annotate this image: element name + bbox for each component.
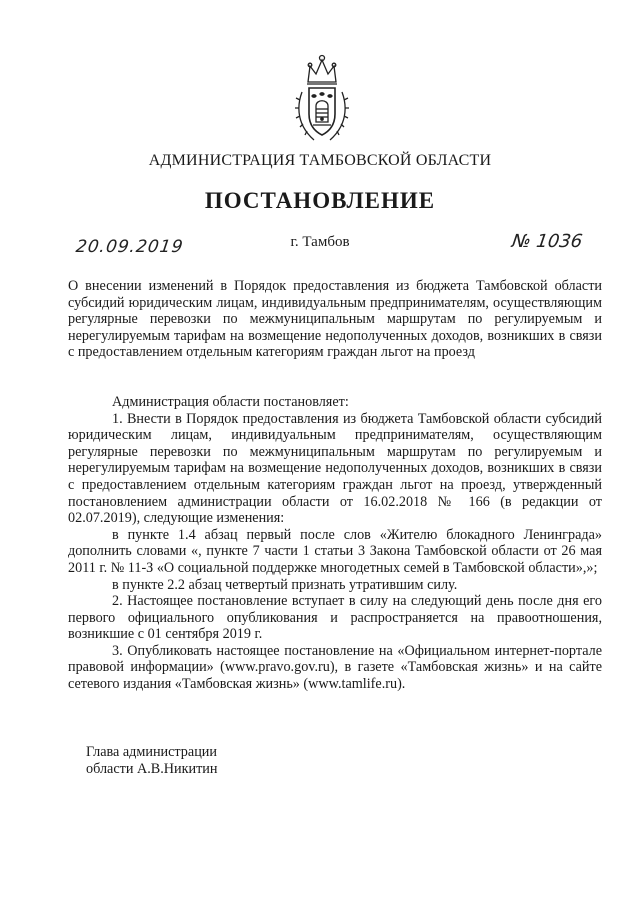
paragraph-1: 1. Внести в Порядок предоставления из бюджета Тамбовской области субсидий юридическим лицам, индивидуальным предпринимателям, осуществляющим регулярные перевозки по межмуниципальным маршрутам по регулируемым и нерегулируемым тарифам на возмещение недополученных доходов, возникших в связи с предоставлением отдельным категориям граждан льгот на проезд, утвержденный постановлением администрации области от 16.02.2018 № 166 (в редакции от 02.07.2019), следующие изменения:	[68, 410, 602, 527]
coat-of-arms-icon	[292, 52, 352, 148]
signature-block	[86, 744, 217, 778]
handwritten-number: № 1036	[510, 231, 584, 252]
spacer	[68, 361, 602, 394]
paragraph-1-amendment-a: в пункте 1.4 абзац первый после слов «Жителю блокадного Ленинграда» дополнить словами «, пункте 7 части 1 статьи 3 Закона Тамбовской области от 26 мая 2011 г. № 11-З «О социальной поддержке многодетных семей в Тамбовской области»,»;	[68, 526, 602, 576]
document-body	[68, 278, 602, 693]
document-type-title: ПОСТАНОВЛЕНИЕ	[204, 188, 436, 213]
paragraph-3: 3. Опубликовать настоящее постановление на «Официальном интернет-портале правовой информации» (www.pravo.gov.ru), в газете «Тамбовская жизнь» и на сайте сетевого издания «Тамбовская жизнь» (www.tamlife.ru).	[68, 642, 602, 693]
paragraph-1-amendment-b: в пункте 2.2 абзац четвертый признать утратившим силу.	[112, 576, 458, 593]
document-subject: О внесении изменений в Порядок предоставления из бюджета Тамбовской области субсидий юридическим лицам, индивидуальным предпринимателям, осуществляющим регулярные перевозки по межмуниципальным маршрутам по регулируемым и нерегулируемым тарифам на возмещение недополученных доходов, возникших в связи с предоставлением отдельным категориям граждан льгот на проезд	[68, 278, 602, 361]
organization-title: АДМИНИСТРАЦИЯ ТАМБОВСКОЙ ОБЛАСТИ	[148, 152, 492, 169]
paragraph-2: 2. Настоящее постановление вступает в силу на следующий день после дня его первого официального опубликования и распространяется на правоотношения, возникшие с 01 сентября 2019 г.	[68, 593, 602, 643]
preamble-text: Администрация области постановляет:	[112, 393, 349, 410]
signature-position: Глава администрации	[86, 744, 217, 760]
city-label: г. Тамбов	[290, 234, 350, 250]
signature-name: области А.В.Никитин	[86, 761, 218, 777]
handwritten-date: 20.09.2019	[74, 237, 185, 257]
